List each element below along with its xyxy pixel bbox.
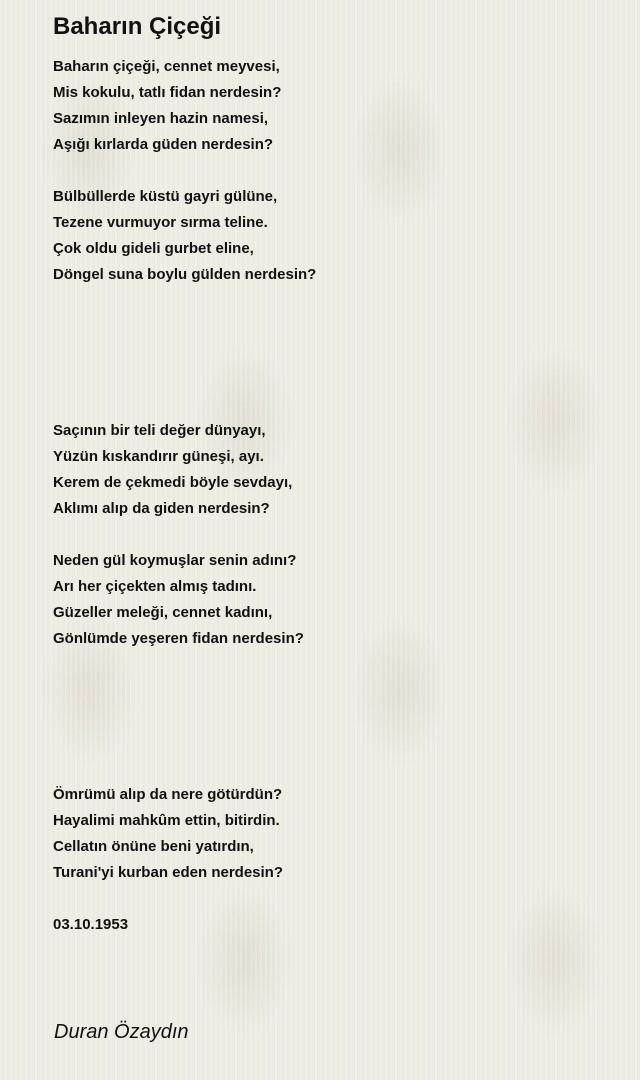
stanza-gap — [53, 652, 613, 782]
poem-line: Bülbüllerde küstü gayri gülüne, — [53, 188, 278, 205]
poem-line: Mis kokulu, tatlı fidan nerdesin? — [53, 84, 282, 101]
poem-line: Baharın çiçeği, cennet meyvesi, — [53, 58, 280, 75]
stanza-4 — [53, 548, 613, 652]
poem-line: Çok oldu gideli gurbet eline, — [53, 240, 254, 257]
poem-line: Saçının bir teli değer dünyayı, — [53, 422, 266, 439]
poem-line: Gönlümde yeşeren fidan nerdesin? — [53, 630, 304, 647]
poem-title: Baharın Çiçeği — [53, 13, 222, 40]
stanza-5 — [53, 782, 613, 886]
poem-line: Sazımın inleyen hazin namesi, — [53, 110, 269, 127]
poem-line: Cellatın önüne beni yatırdın, — [53, 838, 254, 855]
stanza-3 — [53, 418, 613, 522]
stanza-gap — [53, 288, 613, 418]
poem-author: Duran Özaydın — [54, 1021, 189, 1043]
stanza-1 — [53, 54, 613, 158]
poem-line: Tezene vurmuyor sırma teline. — [53, 214, 268, 231]
poem-container — [53, 12, 613, 938]
stanza-2 — [53, 184, 613, 288]
poem-line: Aklımı alıp da giden nerdesin? — [53, 500, 270, 517]
poem-line: Turani'yi kurban eden nerdesin? — [53, 864, 284, 881]
poem-line: Kerem de çekmedi böyle sevdayı, — [53, 474, 293, 491]
poem-line: Hayalimi mahkûm ettin, bitirdin. — [53, 812, 280, 829]
poem-date: 03.10.1953 — [53, 916, 129, 933]
stanza-gap — [53, 158, 613, 184]
poem-line: Döngel suna boylu gülden nerdesin? — [53, 266, 317, 283]
poem-line: Aşığı kırlarda güden nerdesin? — [53, 136, 274, 153]
poem-line: Yüzün kıskandırır güneşi, ayı. — [53, 448, 264, 465]
stanza-gap — [53, 886, 613, 912]
stanza-gap — [53, 522, 613, 548]
poem-line: Arı her çiçekten almış tadını. — [53, 578, 257, 595]
poem-line: Güzeller meleği, cennet kadını, — [53, 604, 273, 621]
poem-line: Ömrümü alıp da nere götürdün? — [53, 786, 283, 803]
poem-line: Neden gül koymuşlar senin adını? — [53, 552, 297, 569]
